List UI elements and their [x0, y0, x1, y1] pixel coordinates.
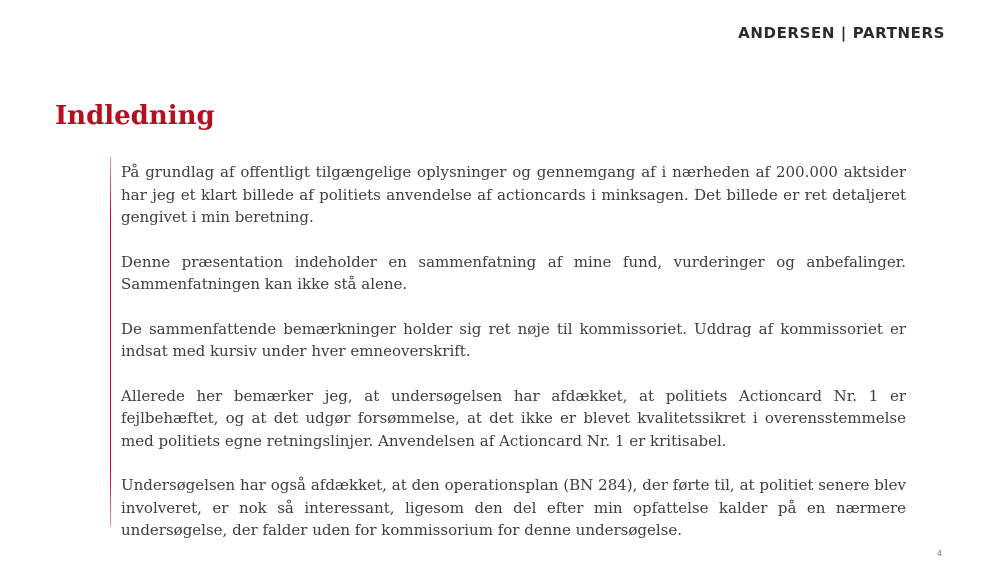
brand-logo: ANDERSEN | PARTNERS [738, 24, 945, 42]
accent-line [110, 157, 111, 527]
paragraph: Undersøgelsen har også afdækket, at den operationsplan (BN 284), der førte til, at politiet senere blev involveret, er nok så interessant, ligesom den del efter min opfattelse kalder på en nærmere undersøgelse, der falder uden for kommissorium for denne undersøgelse. [121, 476, 906, 539]
slide-title: Indledning [55, 101, 215, 131]
page-number: 4 [936, 549, 942, 558]
slide-body [121, 161, 906, 564]
paragraph: Denne præsentation indeholder en sammenfatning af mine fund, vurderinger og anbefalinger. Sammenfatningen kan ikke stå alene. [121, 252, 906, 293]
paragraph: Allerede her bemærker jeg, at undersøgelsen har afdækket, at politiets Actioncard Nr. 1 er fejlbehæftet, og at det udgør forsømmelse, at det ikke er blevet kvalitetssikret i overensstemmelse med politiets egne retningslinjer. Anvendelsen af Actioncard Nr. 1 er kritisabel. [121, 386, 906, 450]
paragraph: På grundlag af offentligt tilgængelige oplysninger og gennemgang af i nærheden af 200.000 aktsider har jeg et klart billede af politiets anvendelse af actioncards i minksagen. Det billede er ret detaljeret gengivet i min beretning. [121, 163, 906, 226]
paragraph: De sammenfattende bemærkninger holder sig ret nøje til kommissoriet. Uddrag af kommissoriet er indsat med kursiv under hver emneoverskrift. [121, 319, 906, 360]
